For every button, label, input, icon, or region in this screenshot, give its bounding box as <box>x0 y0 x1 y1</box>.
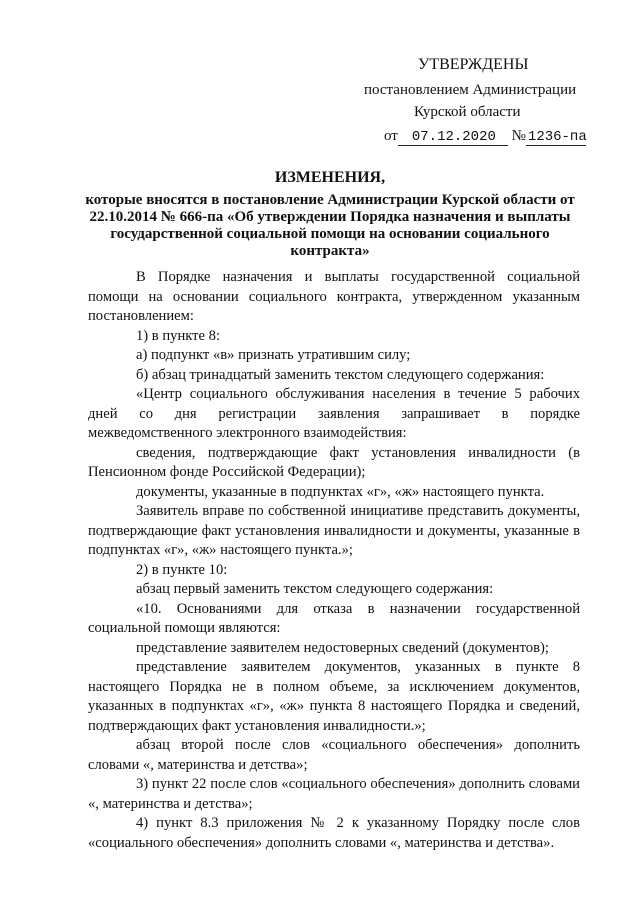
approval-issuer-line: постановлением Администрации <box>364 82 577 98</box>
paragraph: «Центр социального обслуживания населения в течение 5 рабочих дней со дня регистрации заявления запрашивает в порядке межведомственного электронного взаимодействия: <box>88 386 580 441</box>
paragraph: 1) в пункте 8: <box>136 327 221 344</box>
heading-title: ИЗМЕНЕНИЯ, <box>274 169 386 186</box>
paragraph: 3) пункт 22 после слов «социального обеспечения» дополнить словами «, материнства и детства»; <box>88 776 580 812</box>
paragraph: представление заявителем недостоверных сведений (документов); <box>136 639 549 656</box>
heading-subtitle: которые вносятся в постановление Администрации Курской области от 22.10.2014 № 666-па «Об утверждении Порядка назначения и выплаты государственной социальной помощи на основании социального контракта» <box>85 192 575 259</box>
approval-title: УТВЕРЖДЕНЫ <box>418 56 529 73</box>
paragraph: абзац второй после слов «социального обеспечения» дополнить словами «, материнства и детства»; <box>88 737 580 773</box>
number-value: 1236-па <box>527 129 587 145</box>
date-label: от <box>384 128 398 144</box>
paragraph: б) абзац тринадцатый заменить текстом следующего содержания: <box>136 366 545 383</box>
paragraph: абзац первый заменить текстом следующего содержания: <box>136 581 494 597</box>
paragraph: В Порядке назначения и выплаты государственной социальной помощи на основании социального контракта, утвержденном указанным постановлением: <box>88 269 580 324</box>
document-heading <box>80 169 580 260</box>
paragraph: 2) в пункте 10: <box>136 561 228 578</box>
number-label: № <box>511 128 526 144</box>
paragraph: сведения, подтверждающие факт установления инвалидности (в Пенсионном фонде Российской Федерации); <box>88 444 580 480</box>
paragraph: а) подпункт «в» признать утратившим силу; <box>136 347 411 363</box>
paragraph: документы, указанные в подпунктах «г», «ж» настоящего пункта. <box>136 483 545 500</box>
paragraph: 4) пункт 8.3 приложения № 2 к указанному Порядку после слов «социального обеспечения» дополнить словами «, материнства и детства». <box>88 815 580 851</box>
paragraph: «10. Основаниями для отказа в назначении государственной социальной помощи являются: <box>88 600 580 636</box>
approval-region-line: Курской области <box>414 104 521 120</box>
paragraph: Заявитель вправе по собственной инициативе представить документы, подтверждающие факт установления инвалидности и документы, указанные в подпунктах «г», «ж» настоящего пункта.»; <box>88 503 580 558</box>
paragraph: представление заявителем документов, указанных в пункте 8 настоящего Порядка не в полном объеме, за исключением документов, указанных в подпунктах «г», «ж» пункта 8 настоящего Порядка и сведений, подтверждающих факт установления инвалидности.»; <box>88 659 580 734</box>
approval-date-number-line <box>384 126 586 147</box>
document-body <box>88 268 580 853</box>
date-value: 07.12.2020 <box>398 129 508 146</box>
